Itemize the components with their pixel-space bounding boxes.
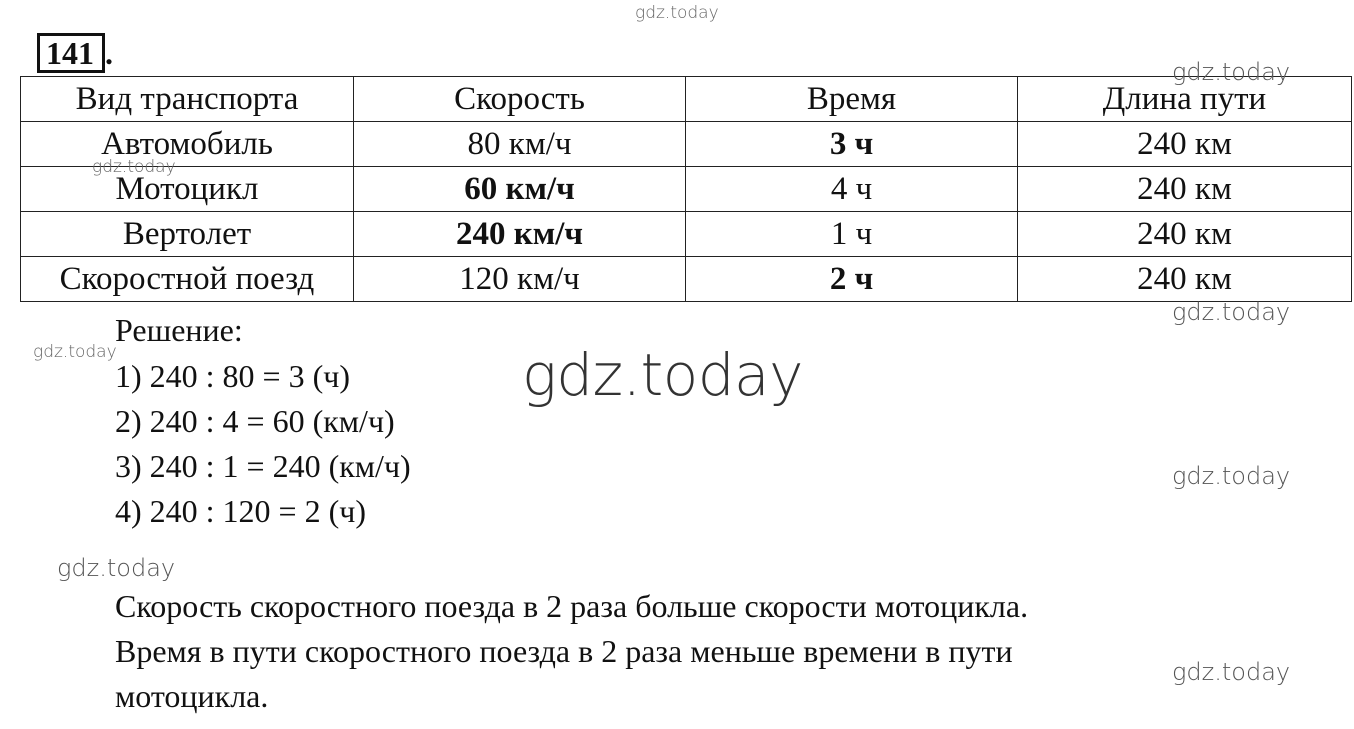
time-cell: 2 ч: [686, 257, 1018, 302]
conclusion-line: Скорость скоростного поезда в 2 раза больше скорости мотоцикла.: [115, 588, 1029, 624]
watermark: gdz.today: [1172, 658, 1291, 686]
transport-cell: Автомобиль: [21, 122, 354, 167]
table-header-row: [21, 77, 1352, 122]
transport-cell: Вертолет: [21, 212, 354, 257]
speed-cell: 120 км/ч: [354, 257, 686, 302]
problem-number: 141 .: [37, 33, 130, 73]
solution-step: 1) 240 : 80 = 3 (ч): [115, 358, 350, 394]
watermark: gdz.today: [635, 3, 719, 23]
table-row: [21, 257, 1352, 302]
header-cell: Время: [686, 77, 1018, 122]
speed-cell: 240 км/ч: [354, 212, 686, 257]
time-cell: 3 ч: [686, 122, 1018, 167]
speed-cell: 60 км/ч: [354, 167, 686, 212]
watermark: gdz.today: [1172, 462, 1291, 490]
watermark-large: gdz.today: [522, 341, 803, 409]
table-row: [21, 122, 1352, 167]
distance-cell: 240 км: [1018, 122, 1352, 167]
table-row: [21, 212, 1352, 257]
watermark: gdz.today: [57, 554, 176, 582]
table-row: [21, 167, 1352, 212]
transport-cell: Скоростной поезд: [21, 257, 354, 302]
watermark: gdz.today: [33, 342, 117, 362]
watermark: gdz.today: [92, 157, 176, 177]
transport-cell: Мотоцикл: [21, 167, 354, 212]
solution-step: 2) 240 : 4 = 60 (км/ч): [115, 403, 395, 439]
conclusion-text: [115, 584, 1028, 719]
watermark: gdz.today: [1172, 298, 1291, 326]
watermark: gdz.today: [1172, 58, 1291, 86]
distance-cell: 240 км: [1018, 212, 1352, 257]
header-cell: Длина пути: [1018, 77, 1352, 122]
time-cell: 4 ч: [686, 167, 1018, 212]
transport-table: [20, 76, 1352, 302]
time-cell: 1 ч: [686, 212, 1018, 257]
header-cell: Вид транспорта: [21, 77, 354, 122]
distance-cell: 240 км: [1018, 167, 1352, 212]
solution-step: 4) 240 : 120 = 2 (ч): [115, 493, 366, 529]
conclusion-line: Время в пути скоростного поезда в 2 раза меньше времени в пути: [115, 633, 1013, 669]
speed-cell: 80 км/ч: [354, 122, 686, 167]
distance-cell: 240 км: [1018, 257, 1352, 302]
solution-heading: Решение:: [115, 312, 243, 348]
header-cell: Скорость: [354, 77, 686, 122]
solution-step: 3) 240 : 1 = 240 (км/ч): [115, 448, 411, 484]
conclusion-line: мотоцикла.: [115, 678, 269, 714]
